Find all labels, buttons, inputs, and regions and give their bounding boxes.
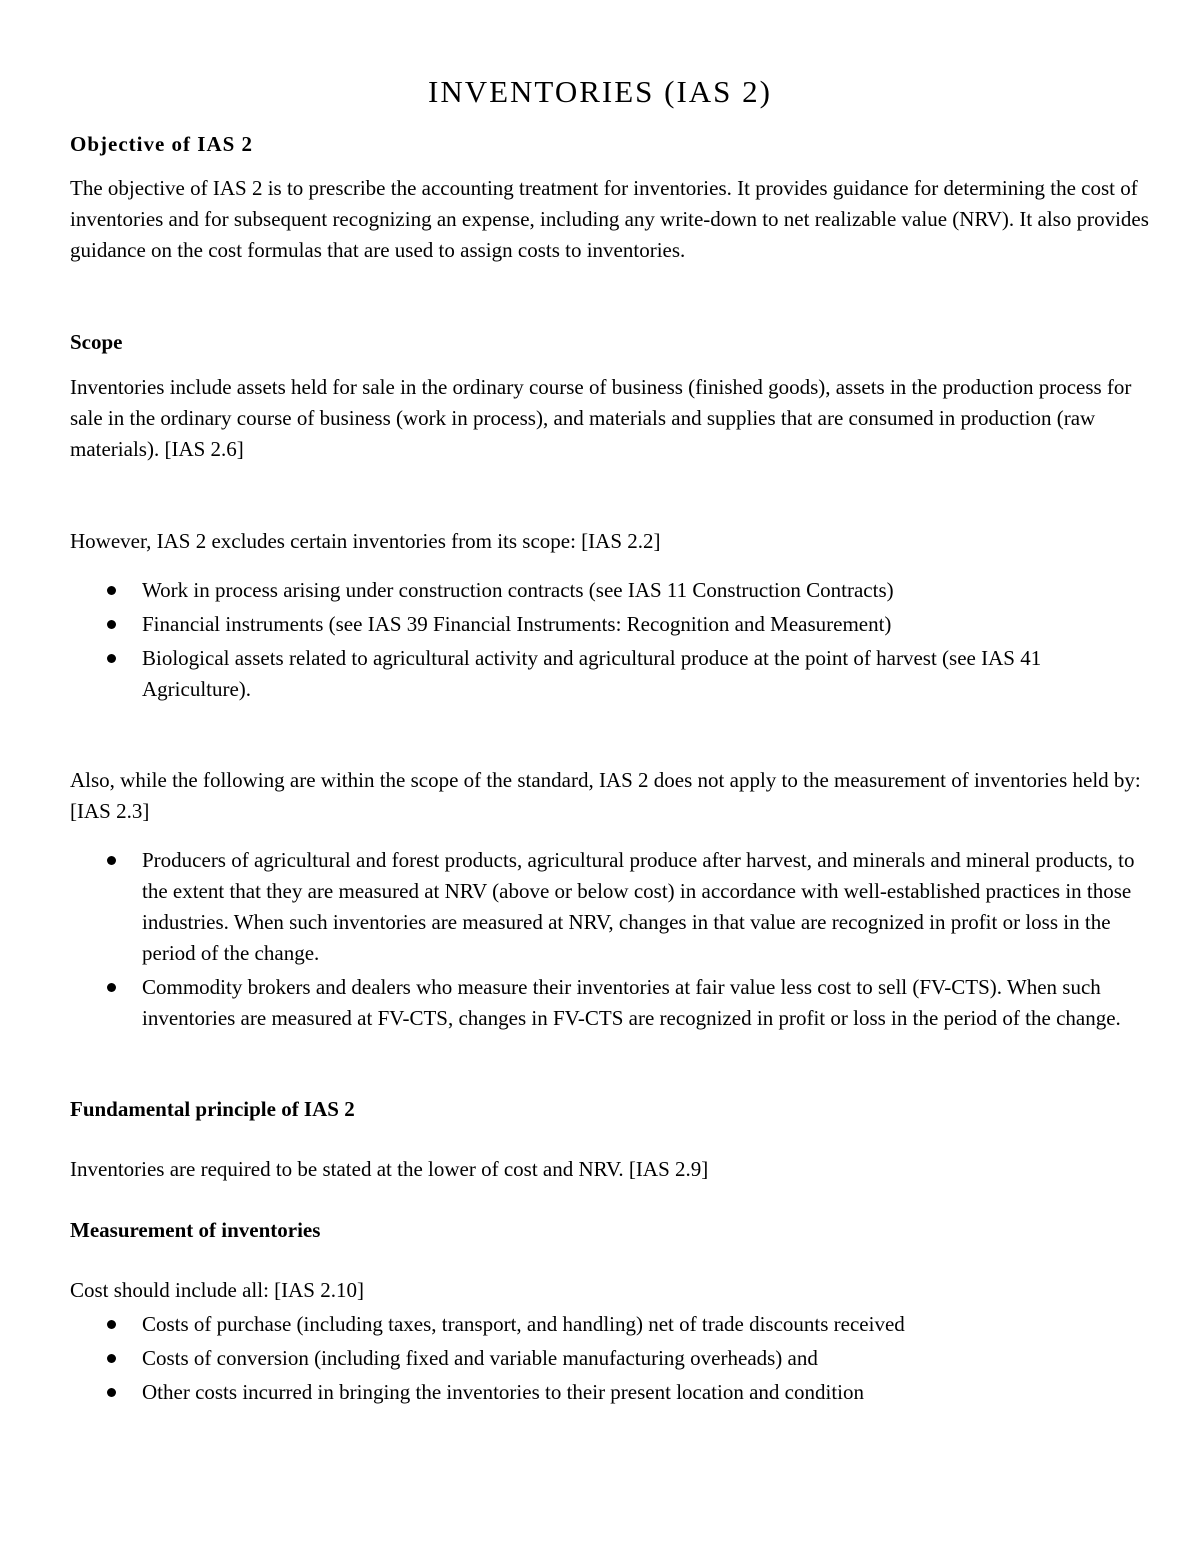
list-item-text: Costs of purchase (including taxes, transport, and handling) net of trade discounts received [142, 1312, 905, 1336]
page-title: INVENTORIES (IAS 2) [428, 74, 772, 109]
list-item [70, 1377, 1150, 1408]
principle-heading: Fundamental principle of IAS 2 [70, 1097, 355, 1121]
measurement-exempt-intro: Also, while the following are within the scope of the standard, IAS 2 does not apply to the measurement of inventories held by: [IAS 2.3] [70, 768, 1141, 823]
list-item-text: Commodity brokers and dealers who measure their inventories at fair value less cost to sell (FV-CTS). When such inventories are measured at FV-CTS, changes in FV-CTS are recognized in profit or loss in the period of the change. [142, 975, 1121, 1030]
bullet-icon [107, 586, 116, 595]
objective-paragraph: The objective of IAS 2 is to prescribe the accounting treatment for inventories. It provides guidance for determining the cost of inventories and for subsequent recognizing an expense, including any write-down to net realizable value (NRV). It also provides guidance on the cost formulas that are used to assign costs to inventories. [70, 176, 1149, 262]
list-item [70, 609, 1150, 640]
measurement-list [70, 1309, 1150, 1411]
bullet-icon [107, 1354, 116, 1363]
list-item-text: Work in process arising under construction contracts (see IAS 11 Construction Contracts) [142, 578, 894, 602]
list-item [70, 1343, 1150, 1374]
bullet-icon [107, 620, 116, 629]
list-item [70, 972, 1150, 1034]
list-item-text: Other costs incurred in bringing the inventories to their present location and condition [142, 1380, 864, 1404]
exclusions-intro: However, IAS 2 excludes certain inventories from its scope: [IAS 2.2] [70, 529, 661, 553]
measurement-exempt-list [70, 845, 1150, 1037]
principle-paragraph: Inventories are required to be stated at the lower of cost and NRV. [IAS 2.9] [70, 1157, 709, 1181]
measurement-heading: Measurement of inventories [70, 1218, 321, 1242]
list-item-text: Producers of agricultural and forest products, agricultural produce after harvest, and minerals and mineral products, to the extent that they are measured at NRV (above or below cost) in accordance with well-established practices in those industries. When such inventories are measured at NRV, changes in that value are recognized in profit or loss in the period of the change. [142, 848, 1135, 965]
list-item [70, 1309, 1150, 1340]
bullet-icon [107, 1320, 116, 1329]
bullet-icon [107, 654, 116, 663]
scope-heading: Scope [70, 330, 123, 354]
objective-heading: Objective of IAS 2 [70, 132, 254, 156]
measurement-intro: Cost should include all: [IAS 2.10] [70, 1278, 364, 1302]
bullet-icon [107, 856, 116, 865]
list-item [70, 575, 1150, 606]
bullet-icon [107, 1388, 116, 1397]
list-item [70, 643, 1150, 705]
exclusions-list [70, 575, 1150, 708]
scope-paragraph: Inventories include assets held for sale in the ordinary course of business (finished goods), assets in the production process for sale in the ordinary course of business (work in process), and materials and supplies that are consumed in production (raw materials). [IAS 2.6] [70, 375, 1132, 461]
list-item-text: Financial instruments (see IAS 39 Financial Instruments: Recognition and Measurement) [142, 612, 892, 636]
list-item [70, 845, 1150, 969]
list-item-text: Costs of conversion (including fixed and variable manufacturing overheads) and [142, 1346, 818, 1370]
list-item-text: Biological assets related to agricultural activity and agricultural produce at the point of harvest (see IAS 41 Agriculture). [142, 646, 1042, 701]
bullet-icon [107, 983, 116, 992]
